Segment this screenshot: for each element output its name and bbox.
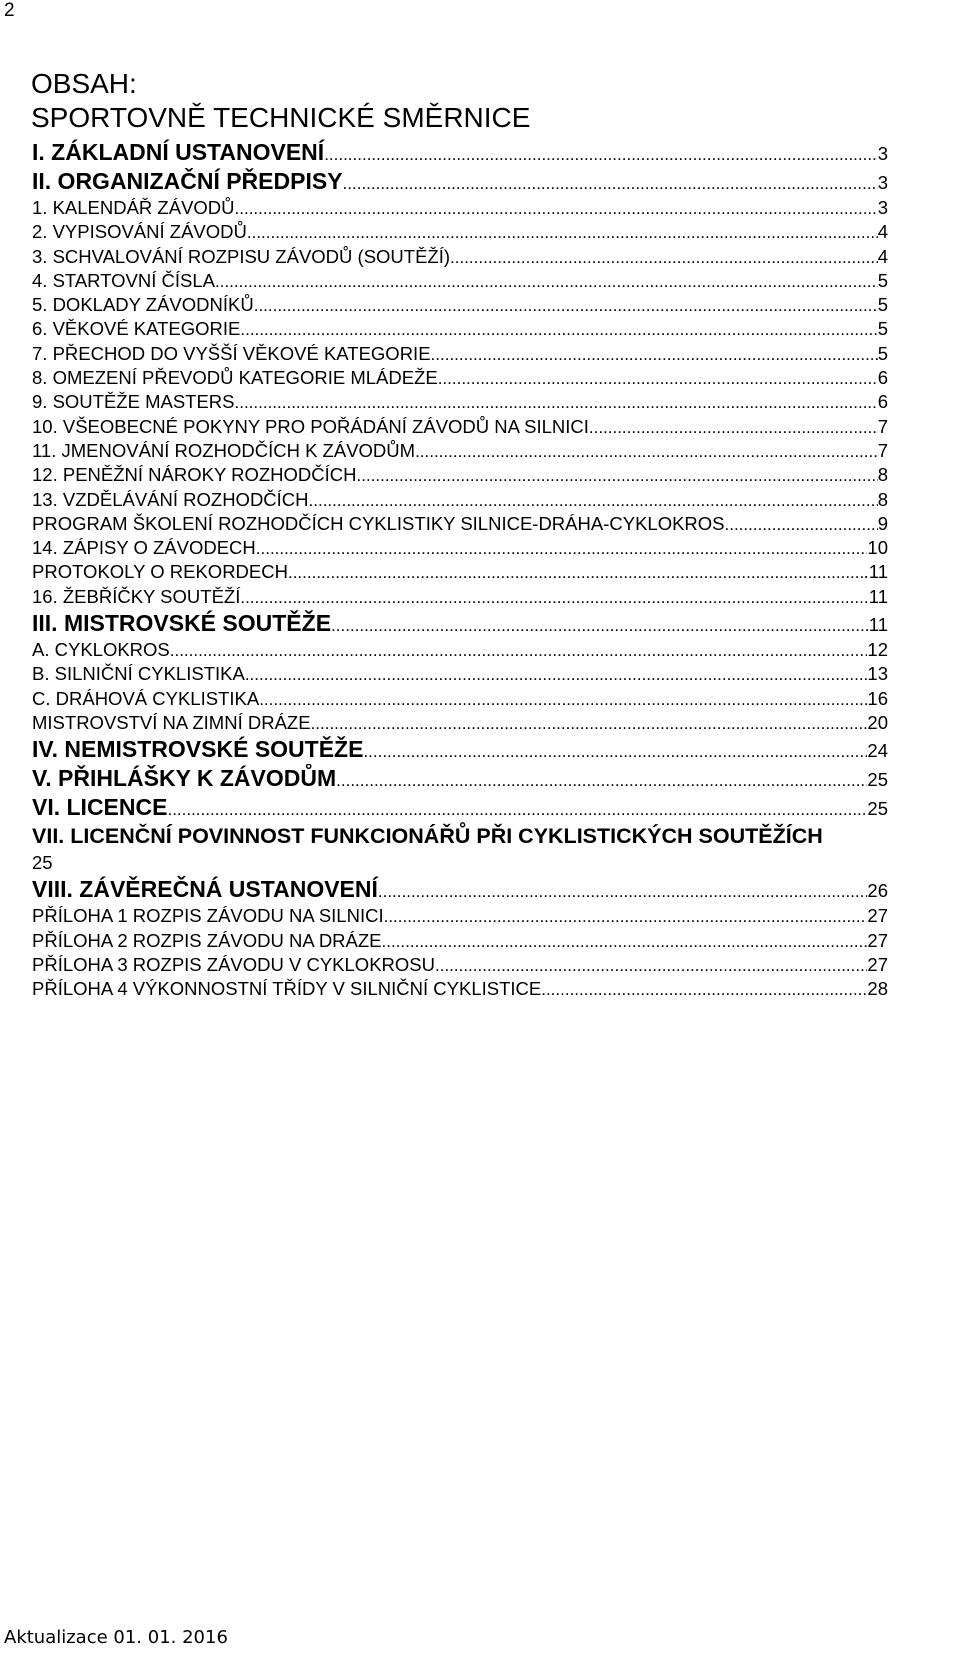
toc-entry-page: 26	[867, 880, 888, 902]
toc-entry-title: PŘÍLOHA 1 ROZPIS ZÁVODU NA SILNICI	[32, 905, 384, 927]
toc-dot-leader	[259, 688, 867, 711]
toc-entry[interactable]	[32, 439, 888, 463]
toc-entry-title: 1. KALENDÁŘ ZÁVODŮ	[32, 197, 235, 218]
toc-entry-title: 6. VĚKOVÉ KATEGORIE	[32, 318, 241, 340]
toc-entry[interactable]	[32, 904, 888, 928]
toc-dot-leader	[438, 367, 878, 390]
toc-entry[interactable]	[32, 196, 888, 220]
toc-entry-title: VII. LICENČNÍ POVINNOST FUNKCIONÁŘŮ PŘI CYKLISTICKÝCH SOUTĚŽÍCH	[32, 824, 823, 849]
toc-dot-leader	[331, 611, 869, 638]
toc-entry-page: 6	[877, 367, 888, 389]
toc-entry-title: 10. VŠEOBECNÉ POKYNY PRO POŘÁDÁNÍ ZÁVODŮ NA SILNICI	[32, 415, 589, 437]
toc-entry-title: A. CYKLOKROS	[32, 639, 170, 661]
toc-entry[interactable]	[32, 560, 888, 584]
toc-dot-leader	[240, 318, 877, 341]
toc-dot-leader	[336, 766, 867, 793]
toc-dot-leader	[431, 343, 878, 366]
toc-entry-page: 25	[32, 852, 53, 874]
toc-entry-title: 14. ZÁPISY O ZÁVODECH	[32, 537, 256, 559]
toc-entry-title: PŘÍLOHA 4 VÝKONNOSTNÍ TŘÍDY V SILNIČNÍ CYKLISTICE	[32, 978, 542, 1000]
toc-dot-leader	[725, 513, 878, 536]
toc-entry-page: 27	[867, 953, 888, 975]
toc-entry[interactable]	[32, 977, 888, 1001]
toc-entry[interactable]	[32, 793, 888, 822]
toc-dot-leader	[288, 561, 864, 584]
toc-entry[interactable]	[32, 220, 888, 244]
toc-entry-page: 20	[867, 711, 888, 733]
toc-entry-title: 13. VZDĚLÁVÁNÍ ROZHODČÍCH	[32, 488, 309, 510]
toc-entry-title: IV. NEMISTROVSKÉ SOUTĚŽE	[32, 736, 364, 763]
toc-entry-title: I. ZÁKLADNÍ USTANOVENÍ	[32, 139, 325, 165]
toc-entry-title: 11. JMENOVÁNÍ ROZHODČÍCH K ZÁVODŮM	[32, 439, 416, 461]
toc-entry-title: C. DRÁHOVÁ CYKLISTIKA	[32, 687, 260, 709]
toc-entry-page: .11	[863, 561, 888, 583]
toc-entry[interactable]	[32, 293, 888, 317]
toc-entry[interactable]	[32, 662, 888, 686]
toc-entry-page: 7	[877, 415, 888, 437]
toc-dot-leader	[247, 221, 878, 244]
toc-entry-page: 3	[877, 172, 888, 193]
footer-update-date: Aktualizace 01. 01. 2016	[4, 1627, 228, 1648]
toc-entry-page: 5	[877, 318, 888, 340]
toc-entry-title: MISTROVSTVÍ NA ZIMNÍ DRÁZE	[32, 711, 311, 733]
toc-entry[interactable]	[32, 390, 888, 414]
toc-entry-title: PŘÍLOHA 3 ROZPIS ZÁVODU V CYKLOKROSU	[32, 953, 435, 975]
toc-entry[interactable]	[32, 711, 888, 735]
toc-entry-title: V. PŘIHLÁŠKY K ZÁVODŮM	[32, 765, 337, 792]
toc-dot-leader	[245, 663, 868, 686]
toc-entry-page: 27	[867, 905, 888, 927]
toc-entry-title: 16. ŽEBŘÍČKY SOUTĚŽÍ	[32, 585, 241, 607]
toc-entry[interactable]	[32, 609, 888, 638]
toc-entry-page: 3	[877, 197, 888, 218]
toc-entry-title: PŘÍLOHA 2 ROZPIS ZÁVODU NA DRÁZE	[32, 929, 382, 951]
toc-entry[interactable]	[32, 764, 888, 793]
toc-dot-leader	[256, 537, 868, 560]
toc-entry-page: 4	[877, 221, 888, 243]
toc-entry-page: 11	[868, 614, 888, 636]
toc-entry-page: 5	[877, 294, 888, 316]
toc-entry-page: 27	[867, 929, 888, 951]
toc-entry[interactable]	[32, 463, 888, 487]
toc-entry-page: 13	[867, 663, 888, 685]
toc-entry-title: 8. OMEZENÍ PŘEVODŮ KATEGORIE MLÁDEŽE	[32, 367, 438, 389]
toc-dot-leader	[415, 440, 878, 463]
toc-entry-page: 10	[867, 537, 888, 559]
toc-entry-title: PROGRAM ŠKOLENÍ ROZHODČÍCH CYKLISTIKY SILNICE-DRÁHA-CYKLOKROS	[32, 512, 725, 534]
toc-entry[interactable]	[32, 138, 888, 167]
toc-entry[interactable]	[32, 512, 888, 536]
toc-dot-leader	[235, 391, 878, 414]
toc-entry-title: 9. SOUTĚŽE MASTERS	[32, 391, 235, 413]
toc-entry-page: 25	[867, 798, 888, 820]
toc-dot-leader	[240, 586, 868, 609]
toc-entry-title: 4. STARTOVNÍ ČÍSLA	[32, 269, 216, 291]
toc-entry-page: 25	[867, 769, 888, 791]
toc-entry[interactable]	[32, 687, 888, 711]
toc-entry-title: PROTOKOLY O REKORDECH	[32, 561, 288, 583]
toc-entry[interactable]	[32, 317, 888, 341]
toc-entry-title: VI. LICENCE	[32, 794, 168, 821]
toc-entry[interactable]	[32, 929, 888, 953]
toc-entry-page: 8	[877, 464, 888, 486]
toc-entry-page: 11	[868, 585, 888, 607]
toc-entry-title: VIII. ZÁVĚREČNÁ USTANOVENÍ	[32, 876, 378, 903]
toc-dot-leader	[215, 270, 878, 293]
toc-entry[interactable]	[32, 488, 888, 512]
toc-entry[interactable]	[32, 735, 888, 764]
toc-entry[interactable]	[32, 875, 888, 904]
document-title: SPORTOVNĚ TECHNICKÉ SMĚRNICE	[31, 102, 531, 133]
toc-entry[interactable]	[32, 245, 888, 269]
toc-entry-page: 12	[867, 639, 888, 661]
toc-entry-title: 2. VYPISOVÁNÍ ZÁVODŮ	[32, 221, 247, 243]
toc-dot-leader	[167, 795, 867, 822]
toc-entry-title: 12. PENĚŽNÍ NÁROKY ROZHODČÍCH	[32, 464, 357, 486]
toc-entry[interactable]	[32, 366, 888, 390]
contents-heading: OBSAH:	[31, 68, 137, 99]
table-of-contents	[32, 138, 888, 1001]
toc-entry-title: 5. DOKLADY ZÁVODNÍKŮ	[32, 294, 254, 316]
toc-entry-page: 24	[867, 740, 888, 762]
toc-dot-leader	[170, 639, 868, 662]
toc-entry-page: 7	[877, 439, 888, 461]
toc-entry[interactable]	[32, 167, 888, 196]
toc-dot-leader	[384, 905, 868, 928]
toc-dot-leader	[589, 416, 878, 439]
toc-entry-title: III. MISTROVSKÉ SOUTĚŽE	[32, 610, 332, 637]
toc-dot-leader	[363, 737, 867, 764]
toc-entry-page: 16	[867, 687, 888, 709]
toc-entry[interactable]	[32, 269, 888, 293]
toc-dot-leader	[311, 712, 868, 735]
toc-dot-leader	[378, 877, 868, 904]
page-number: 2	[4, 0, 15, 21]
toc-entry[interactable]	[32, 536, 888, 560]
toc-dot-leader	[382, 930, 868, 953]
toc-dot-leader	[450, 246, 878, 269]
toc-entry-page: 3	[877, 143, 888, 164]
toc-entry-page: 28	[867, 978, 888, 1000]
toc-dot-leader	[254, 294, 878, 317]
toc-dot-leader	[235, 197, 878, 220]
toc-dot-leader	[541, 978, 867, 1001]
toc-entry[interactable]	[32, 585, 888, 609]
toc-entry-page: 6	[877, 391, 888, 413]
toc-entry-title: B. SILNIČNÍ CYKLISTIKA	[32, 663, 245, 685]
toc-entry-page: 8	[877, 488, 888, 510]
toc-entry-page: 5	[877, 269, 888, 291]
toc-entry-title: II. ORGANIZAČNÍ PŘEDPISY	[32, 168, 343, 194]
toc-entry[interactable]	[32, 953, 888, 977]
toc-dot-leader	[357, 464, 878, 487]
toc-entry-title: 7. PŘECHOD DO VYŠŠÍ VĚKOVÉ KATEGORIE	[32, 342, 431, 364]
toc-entry[interactable]	[32, 342, 888, 366]
toc-dot-leader	[309, 489, 878, 512]
toc-entry[interactable]	[32, 415, 888, 439]
toc-entry[interactable]	[32, 638, 888, 662]
toc-entry-page: 9	[877, 512, 888, 534]
toc-entry[interactable]	[32, 822, 888, 875]
toc-dot-leader	[324, 140, 878, 167]
toc-entry-page: 4	[877, 245, 888, 267]
toc-entry-title: 3. SCHVALOVÁNÍ ROZPISU ZÁVODŮ (SOUTĚŽÍ)	[32, 245, 451, 267]
toc-entry-page: 5	[877, 342, 888, 364]
toc-dot-leader	[435, 954, 867, 977]
toc-dot-leader	[343, 169, 878, 196]
